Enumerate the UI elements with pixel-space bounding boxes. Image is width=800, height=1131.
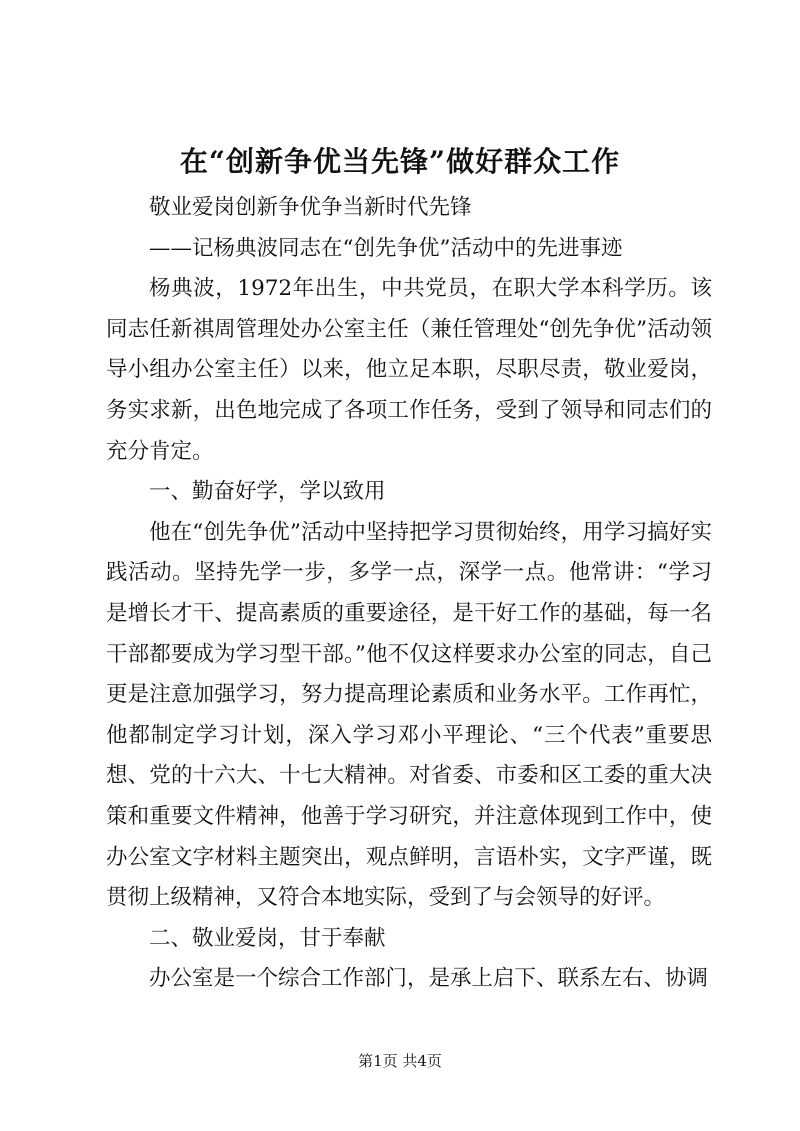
body-paragraph-intro: 杨典波，1972年出生，中共党员，在职大学本科学历。该同志任新祺周管理处办公室主任（兼任管理处“创先争优”活动领导小组办公室主任）以来，他立足本职，尽职尽责，敬业爱岗，务实求新，出色地完成了各项工作任务，受到了领导和同志们的充分肯定。 bbox=[106, 276, 712, 464]
body-paragraph-study: 他在“创先争优”活动中坚持把学习贯彻始终，用学习搞好实践活动。坚持先学一步，多学一点，深学一点。他常讲：“学习是增长才干、提高素质的重要途径，是干好工作的基础，每一名干部都要成为学习型干部。”他不仅这样要求办公室的同志，自己更是注意加强学习，努力提高理论素质和业务水平。工作再忙，他都制定学习计划，深入学习邓小平理论、“三个代表”重要思想、党的十六大、十七大精神。对省委、市委和区工委的重大决策和重要文件精神，他善于学习研究，并注意体现到工作中，使办公室文字材料主题突出，观点鲜明，言语朴实，文字严谨，既贯彻上级精神，又符合本地实际，受到了与会领导的好评。 bbox=[106, 519, 712, 911]
section-heading-1: 一、勤奋好学，学以致用 bbox=[149, 479, 386, 505]
document-body bbox=[106, 188, 712, 1000]
section-heading-2: 二、敬业爱岗，甘于奉献 bbox=[149, 925, 386, 951]
subtitle-line: 敬业爱岗创新争优争当新时代先锋 bbox=[149, 195, 472, 220]
page-number-footer: 第1页 共4页 bbox=[358, 1052, 442, 1070]
document-title: 在“创新争优当先锋”做好群众工作 bbox=[179, 145, 621, 178]
byline: ——记杨典波同志在“创先争优”活动中的先进事迹 bbox=[149, 235, 623, 261]
body-paragraph-office: 办公室是一个综合工作部门，是承上启下、联系左右、协调 bbox=[149, 966, 709, 992]
